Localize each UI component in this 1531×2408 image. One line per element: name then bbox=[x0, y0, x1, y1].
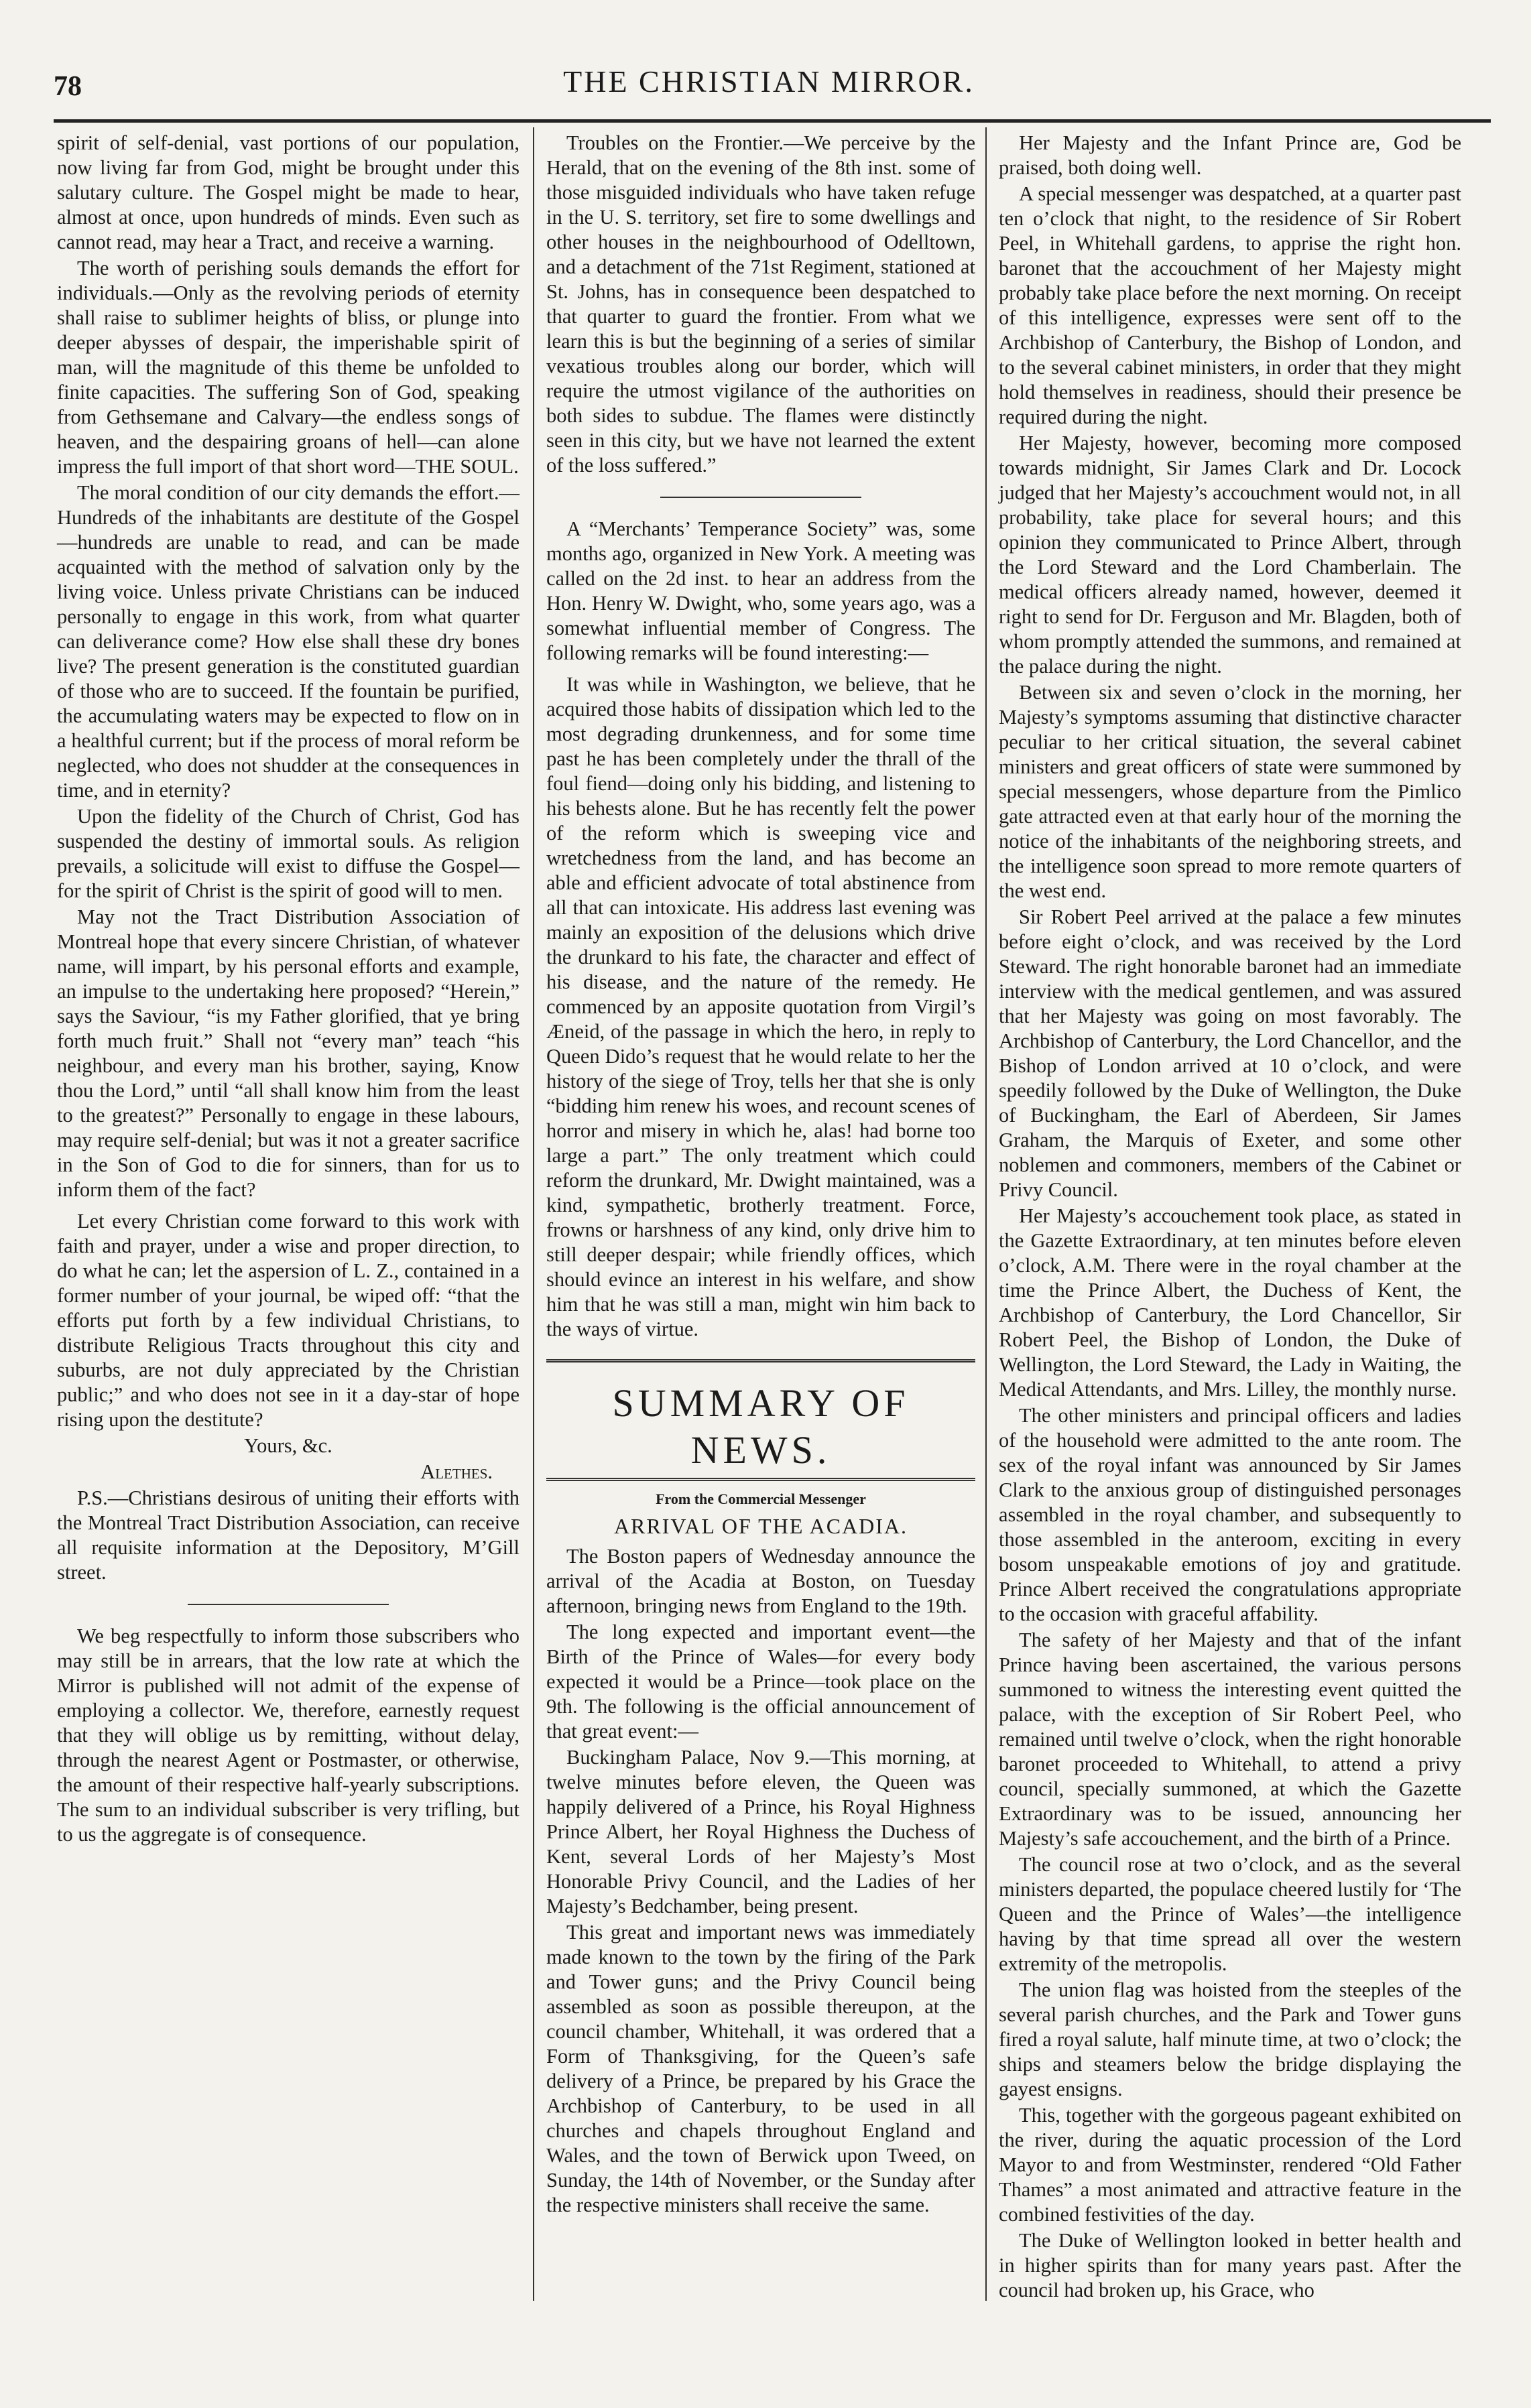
letter-signature: Alethes. bbox=[420, 1460, 493, 1483]
article-paragraph: The council rose at two o’clock, and as the several ministers departed, the populace cheered lustily for ‘The Queen and the Prince of Wales’—the intelligence having by that time spread all over the western extremity of the metropolis. bbox=[999, 1853, 1461, 1975]
article-paragraph: Buckingham Palace, Nov 9.—This morning, at twelve minutes before eleven, the Queen was happily delivered of a Prince, his Royal Highness Prince Albert, her Royal Highness the Duchess of Kent, several Lords of her Majesty’s Most Honorable Privy Council, and the Ladies of her Majesty’s Bedchamber, being present. bbox=[546, 1746, 975, 1917]
article-paragraph: The Boston papers of Wednesday announce the arrival of the Acadia at Boston, on Tuesday afternoon, bringing news from England to the 19th. bbox=[546, 1545, 975, 1617]
article-paragraph: The safety of her Majesty and that of the infant Prince having been ascertained, the various persons summoned to witness the interesting event quitted the palace, with the exception of Sir Robert Peel, who remained until twelve o’clock, when the right honorable baronet proceeded to Whitehall, to attend a privy council, specially summoned, at which the Gazette Extraordinary was to be issued, announcing her Majesty’s safe accouchement, and the birth of a Prince. bbox=[999, 1629, 1461, 1850]
article-paragraph: This, together with the gorgeous pageant exhibited on the river, during the aquatic procession of the Lord Mayor to and from Westminster, rendered “Old Father Thames” a most animated and attractive feature in the combined festivities of the day. bbox=[999, 2104, 1461, 2226]
source-credit: From the Commercial Messenger bbox=[656, 1491, 866, 1507]
column-3 bbox=[999, 131, 1461, 2304]
article-paragraph: The moral condition of our city demands the effort.—Hundreds of the inhabitants are destitute of the Gospel—hundreds are unable to read, and can be made acquainted with the method of salvation only by the living voice. Unless private Christians can be induced personally to engage in this work, from what quarter can deliverance come? How else shall these dry bones live? The present generation is the constituted guardian of those who are to succeed. If the fountain be purified, the accumulating waters may be expected to flow on in a healthful current; but if the process of moral reform be neglected, who does not shudder at the consequences in time, and in eternity? bbox=[57, 481, 519, 802]
article-paragraph: This great and important news was immediately made known to the town by the firing of the Park and Tower guns; and the Privy Council being assembled as soon as possible thereupon, at the council chamber, Whitehall, it was ordered that a Form of Thanksgiving, for the Queen’s safe delivery of a Prince, be prepared by his Grace the Archbishop of Canterbury, to be used in all churches and chapels throughout England and Wales, and the town of Berwick upon Tweed, on Sunday, the 14th of November, or the Sunday after the respective ministers shall receive the same. bbox=[546, 1921, 975, 2216]
section-rule bbox=[660, 497, 861, 498]
article-paragraph: It was while in Washington, we believe, that he acquired those habits of dissipation which led to the most degrading drunkenness, and for some time past he has been completely under the thrall of the foul fiend—doing only his bidding, and listening to his behests alone. But he has recently felt the power of the reform which is sweeping vice and wretchedness from the land, and has become an able and efficient advocate of total abstinence from all that can intoxicate. His address last evening was mainly an exposition of the delusions which drive the drunkard to his fate, the character and effect of his disease, and the nature of the remedy. He commenced by an apposite quotation from Virgil’s Æneid, of the passage in which the hero, in reply to Queen Dido’s request that he would relate to her the history of the siege of Troy, tells her that she is only “bidding him renew his woes, and recount scenes of horror and misery in which he, alas! had borne too large a part.” The only treatment which could reform the drunkard, Mr. Dwight maintained, was a kind, sympathetic, brotherly treatment. Force, frowns or harshness of any kind, only drive him to still deeper despair; while friendly offices, which should evince an interest in his welfare, and show him that he was still a man, might win him back to the ways of virtue. bbox=[546, 673, 975, 1340]
article-paragraph: The Duke of Wellington looked in better health and in higher spirits than for many years past. After the council had broken up, his Grace, who bbox=[999, 2229, 1461, 2301]
letter-closing: Yours, &c. bbox=[244, 1434, 332, 1457]
article-paragraph: May not the Tract Distribution Association of Montreal hope that every sincere Christian, of whatever name, will impart, by his personal efforts and example, an impulse to the undertaking here proposed? “Herein,” says the Saviour, “is my Father glorified, that ye bring forth much fruit.” Shall not “every man” teach “his neighbour, and every man his brother, saying, Know thou the Lord,” until “all shall know him from the least to the greatest?” Personally to engage in these labours, may require self-denial; but was it not a greater sacrifice in the Son of God to die for sinners, than for us to inform them of the fact? bbox=[57, 905, 519, 1201]
article-paragraph: The union flag was hoisted from the steeples of the several parish churches, and the Park and Tower guns fired a royal salute, half minute time, at two o’clock; the ships and steamers below the bridge displaying the gayest ensigns. bbox=[999, 1978, 1461, 2100]
masthead-title: THE CHRISTIAN MIRROR. bbox=[563, 64, 975, 99]
section-rule bbox=[188, 1604, 389, 1605]
section-heading: SUMMARY OF NEWS. bbox=[612, 1381, 910, 1472]
article-paragraph: A special messenger was despatched, at a quarter past ten o’clock that night, to the residence of Sir Robert Peel, in Whitehall gardens, to apprise the right hon. baronet that the accouchment of her Majesty might probably take place before the next morning. On receipt of this intelligence, expresses were sent off to the Archbishop of Canterbury, the Bishop of London, and to the several cabinet ministers, in order that they might hold themselves in readiness, should their presence be required during the night. bbox=[999, 182, 1461, 428]
column-divider bbox=[985, 127, 987, 2301]
column-divider bbox=[533, 127, 534, 2301]
article-paragraph: Between six and seven o’clock in the morning, her Majesty’s symptoms assuming that distinctive character peculiar to her critical situation, the several cabinet ministers and great officers of state were summoned by special messengers, whose departure from the Pimlico gate attracted even at that early hour of the morning the notice of the inhabitants of the neighboring streets, and the intelligence soon spread to more remote quarters of the west end. bbox=[999, 681, 1461, 902]
article-paragraph: Troubles on the Frontier.—We perceive by the Herald, that on the evening of the 8th inst. some of those misguided individuals who have taken refuge in the U. S. territory, set fire to some dwellings and other houses in the neighbourhood of Odelltown, and a detachment of the 71st Regiment, stationed at St. Johns, has in consequence been despatched to that quarter to guard the frontier. From what we learn this is but the beginning of a series of similar vexatious troubles along our border, which will require the utmost vigilance of the authorities on both sides to subdue. The flames were distinctly seen in this city, but we have not learned the extent of the loss suffered.” bbox=[546, 131, 975, 477]
article-paragraph: The long expected and important event—the Birth of the Prince of Wales—for every body expected it would be a Prince—took place on the 9th. The following is the official announcement of that great event:— bbox=[546, 1621, 975, 1742]
page-header bbox=[54, 64, 1484, 117]
article-paragraph: Let every Christian come forward to this work with faith and prayer, under a wise and proper direction, to do what he can; let the aspersion of L. Z., contained in a former number of your journal, be wiped off: “that the efforts put forth by a few individual Christians, to distribute Religious Tracts throughout this city and suburbs, are not duly appreciated by the Christian public;” and who does not see in it a day-star of hope rising upon the destitute? bbox=[57, 1210, 519, 1431]
article-paragraph: Sir Robert Peel arrived at the palace a few minutes before eight o’clock, and was received by the Lord Steward. The right honorable baronet had an immediate interview with the medical gentlemen, and was assured that her Majesty was going on most favorably. The Archbishop of Canterbury, the Lord Chancellor, and the Bishop of London arrived at 10 o’clock, and were speedily followed by the Duke of Wellington, the Duke of Buckingham, the Earl of Aberdeen, Sir James Graham, the Marquis of Exeter, and some other noblemen and commoners, members of the Cabinet or Privy Council. bbox=[999, 905, 1461, 1201]
article-paragraph: Upon the fidelity of the Church of Christ, God has suspended the destiny of immortal souls. As religion prevails, a solicitude will exist to diffuse the Gospel—for the spirit of Christ is the spirit of good will to men. bbox=[57, 805, 519, 902]
article-paragraph: The other ministers and principal officers and ladies of the household were admitted to the ante room. The sex of the royal infant was announced by Sir James Clark to the anxious group of distinguished personages assembled in the royal chamber, and subsequently to those assembled in the anteroom, exciting in every bosom unspeakable emotions of joy and gratitude. Prince Albert received the congratulations appropriate to the occasion with graceful affability. bbox=[999, 1404, 1461, 1625]
article-paragraph: A “Merchants’ Temperance Society” was, some months ago, organized in New York. A meeting was called on the 2d inst. to hear an address from the Hon. Henry W. Dwight, who, some years ago, was a somewhat influential member of Congress. The following remarks will be found interesting:— bbox=[546, 517, 975, 664]
section-double-rule bbox=[546, 1359, 975, 1363]
postscript: P.S.—Christians desirous of uniting their efforts with the Montreal Tract Distribution Association, can receive all requisite information at the Depository, M’Gill street. bbox=[57, 1486, 519, 1584]
article-paragraph: spirit of self-denial, vast portions of our population, now living far from God, might be brought under this salutary culture. The Gospel might be made to hear, almost at once, upon hundreds of minds. Even such as cannot read, may hear a Tract, and receive a warning. bbox=[57, 131, 519, 253]
article-paragraph: The worth of perishing souls demands the effort for individuals.—Only as the revolving periods of eternity shall raise to sublimer heights of bliss, or plunge into deeper abysses of despair, the imperishable spirit of man, will the magnitude of this theme be unfolded to finite capacities. The suffering Son of God, speaking from Gethsemane and Calvary—the endless songs of heaven, and the despairing groans of hell—can alone impress the full import of that short word—THE SOUL. bbox=[57, 257, 519, 478]
article-headline: ARRIVAL OF THE ACADIA. bbox=[613, 1514, 908, 1538]
article-paragraph: Her Majesty, however, becoming more composed towards midnight, Sir James Clark and Dr. Locock judged that her Majesty’s accouchment would not, in all probability, take place for several hours; and this opinion they communicated to Prince Albert, through the Lord Steward and the Lord Chamberlain. The medical officers already named, however, deemed it right to send for Dr. Ferguson and Mr. Blagden, both of whom promptly attended the summons, and remained at the palace during the night. bbox=[999, 432, 1461, 678]
column-2 bbox=[546, 131, 975, 2219]
column-1 bbox=[57, 131, 519, 1848]
article-paragraph: Her Majesty and the Infant Prince are, God be praised, both doing well. bbox=[999, 131, 1461, 179]
subscriber-notice: We beg respectfully to inform those subscribers who may still be in arrears, that the low rate at which the Mirror is published will not admit of the expense of employing a collector. We, therefore, earnestly request that they will oblige us by remitting, without delay, through the nearest Agent or Postmaster, or otherwise, the amount of their respective half-yearly subscriptions. The sum to an individual subscriber is very trifling, but to us the aggregate is of consequence. bbox=[57, 1625, 519, 1846]
header-rule bbox=[54, 119, 1491, 123]
section-double-rule bbox=[546, 1478, 975, 1481]
page-number: 78 bbox=[54, 71, 82, 102]
article-paragraph: Her Majesty’s accouchement took place, as stated in the Gazette Extraordinary, at ten minutes before eleven o’clock, A.M. There were in the royal chamber at the time the Prince Albert, the Duchess of Kent, the Archbishop of Canterbury, the Lord Chancellor, Sir Robert Peel, the Bishop of London, the Duke of Wellington, the Lord Steward, the Lady in Waiting, the Medical Attendants, and Mrs. Lilley, the monthly nurse. bbox=[999, 1204, 1461, 1401]
